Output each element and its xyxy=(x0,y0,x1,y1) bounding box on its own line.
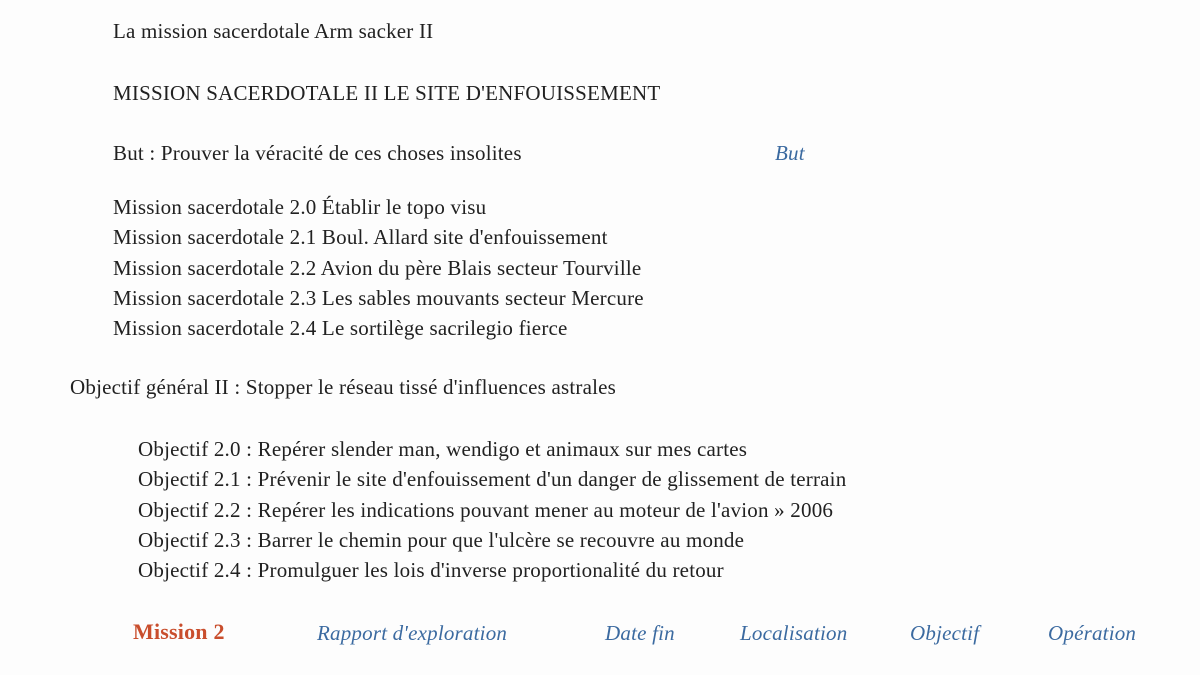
but-field-label: But xyxy=(775,141,805,165)
objective-line: Objectif 2.1 : Prévenir le site d'enfouissement d'un danger de glissement de terrain xyxy=(138,467,847,492)
objective-line: Objectif 2.3 : Barrer le chemin pour que l'ulcère se recouvre au monde xyxy=(138,527,745,552)
objective-list xyxy=(138,434,846,585)
field-label-date-fin: Date fin xyxy=(605,621,675,645)
mission-line: Mission sacerdotale 2.4 Le sortilège sacrilegio fierce xyxy=(113,316,568,341)
field-label-rapport-exploration: Rapport d'exploration xyxy=(317,621,508,645)
mission-line: Mission sacerdotale 2.2 Avion du père Blais secteur Tourville xyxy=(113,255,642,280)
field-label-localisation: Localisation xyxy=(740,621,848,645)
objective-line: Objectif 2.4 : Promulguer les lois d'inverse proportionalité du retour xyxy=(138,558,724,583)
document-title: MISSION SACERDOTALE II LE SITE D'ENFOUISSEMENT xyxy=(113,81,661,105)
mission-line: Mission sacerdotale 2.1 Boul. Allard site d'enfouissement xyxy=(113,225,608,250)
but-line: But : Prouver la véracité de ces choses insolites xyxy=(113,141,522,165)
intro-line: La mission sacerdotale Arm sacker II xyxy=(113,19,434,43)
mission-line: Mission sacerdotale 2.3 Les sables mouvants secteur Mercure xyxy=(113,285,644,310)
objective-line: Objectif 2.0 : Repérer slender man, wendigo et animaux sur mes cartes xyxy=(138,437,748,461)
objective-line: Objectif 2.2 : Repérer les indications pouvant mener au moteur de l'avion » 2006 xyxy=(138,497,834,522)
field-label-operation: Opération xyxy=(1048,621,1137,645)
field-label-objectif: Objectif xyxy=(910,621,980,645)
objective-general-line: Objectif général II : Stopper le réseau tissé d'influences astrales xyxy=(70,375,617,399)
mission-list xyxy=(113,192,644,343)
mission-line: Mission sacerdotale 2.0 Établir le topo visu xyxy=(113,195,487,219)
mission2-label: Mission 2 xyxy=(133,619,225,644)
